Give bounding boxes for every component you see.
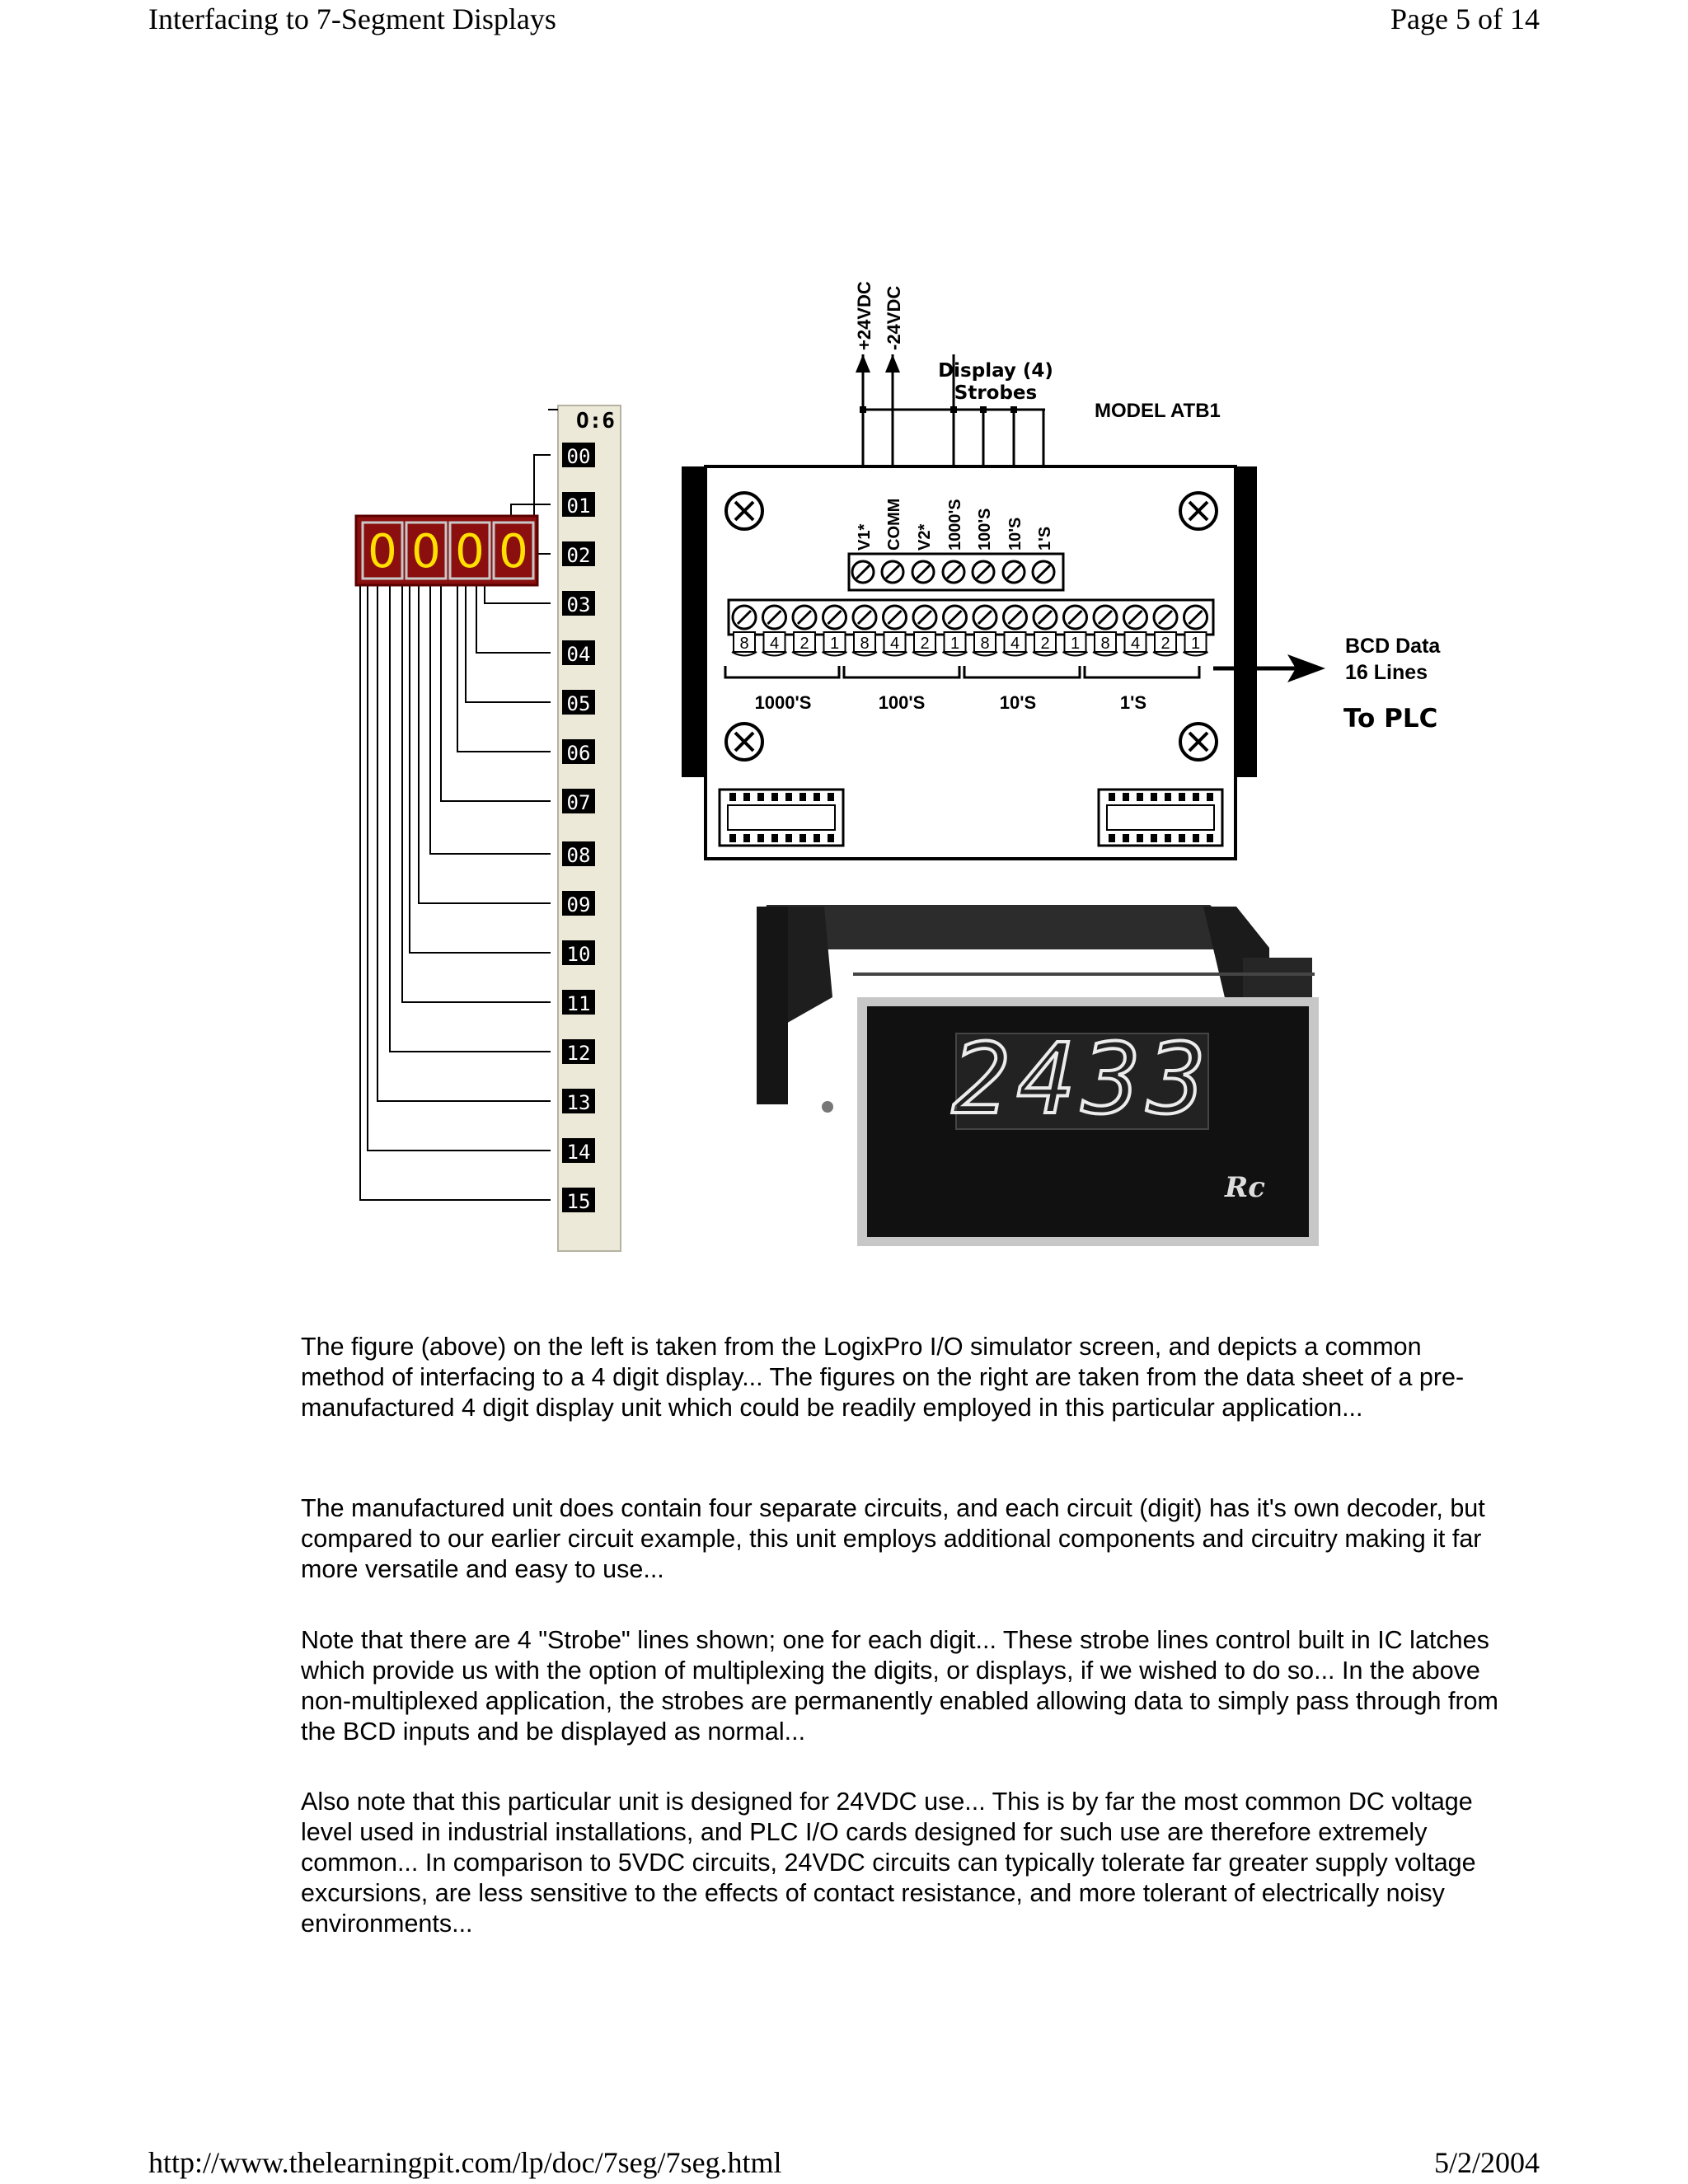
svg-text:0: 0: [455, 525, 485, 579]
bcd-weight: 2: [920, 635, 930, 653]
bit-10[interactable]: [562, 940, 595, 966]
bit-label: 09: [566, 893, 591, 916]
bit-label: 05: [566, 692, 591, 715]
bit-label: 04: [566, 643, 591, 666]
wire: [377, 585, 551, 1101]
arrow-up-icon: [856, 354, 870, 373]
bit-label: 15: [566, 1190, 591, 1213]
svg-text:0: 0: [411, 525, 441, 579]
bcd-weight: 8: [1100, 635, 1110, 653]
bit-label: 02: [566, 544, 591, 567]
wire: [534, 455, 551, 516]
bit-02[interactable]: [562, 541, 595, 567]
bcd-weight: 8: [739, 635, 749, 653]
page-header-number: Page 5 of 14: [1390, 2, 1540, 35]
page-footer-date: 5/2/2004: [1433, 2146, 1540, 2179]
wire: [360, 585, 551, 1200]
bit-label: 06: [566, 742, 591, 765]
bcd-weight: 8: [860, 635, 870, 653]
bit-15[interactable]: [562, 1188, 595, 1213]
terminal-label: V2*: [916, 523, 934, 551]
bit-05[interactable]: [562, 690, 595, 715]
bcd-weight: 1: [1190, 635, 1201, 653]
screw-icon: [1180, 724, 1217, 760]
strobes-label-2: Strobes: [954, 382, 1038, 404]
wire: [476, 585, 551, 653]
bit-label: 00: [566, 445, 591, 468]
bcd-label-2: 16 Lines: [1345, 661, 1428, 684]
bit-12[interactable]: [562, 1039, 595, 1065]
bit-07[interactable]: [562, 789, 595, 814]
wire: [368, 585, 551, 1151]
bit-label: 14: [566, 1141, 591, 1164]
logixpro-figure: [356, 405, 621, 1251]
bcd-weight: 4: [1130, 635, 1141, 653]
to-plc-label: To PLC: [1343, 704, 1438, 733]
page-footer-url: http://www.thelearningpit.com/lp/doc/7seg/7seg.html: [148, 2146, 782, 2179]
bit-11[interactable]: [562, 990, 595, 1015]
terminal-label: 10'S: [1006, 517, 1025, 551]
wire: [430, 585, 551, 854]
paragraph-3: Note that there are 4 "Strobe" lines shown; one for each digit... These strobe lines control built in IC latches which provide us with the option of multiplexing the digits, or displays, if we wished to do so... In the above non-multiplexed application, the strobes are permanently enabled allowing data to simply pass through from the BCD inputs and be displayed as normal...: [301, 1626, 1498, 1746]
bcd-label-1: BCD Data: [1345, 635, 1441, 658]
wire: [485, 585, 551, 603]
power-minus-label: -24VDC: [884, 285, 904, 350]
wire: [511, 504, 551, 516]
display-digit: [494, 523, 533, 579]
svg-text:0: 0: [368, 525, 397, 579]
ic-chip-left: [720, 790, 843, 846]
group-label: 100'S: [878, 692, 926, 713]
strobes-label-1: Display (4): [938, 360, 1053, 382]
bcd-weight: 1: [829, 635, 840, 653]
bcd-weight: 4: [889, 635, 900, 653]
screw-icon: [726, 493, 762, 529]
display-digit: [363, 523, 402, 579]
group-label: 1'S: [1119, 692, 1147, 713]
bit-label: 01: [566, 494, 591, 518]
wire: [419, 585, 551, 903]
terminal: [882, 499, 903, 583]
wiring-diagram: [682, 281, 1441, 859]
terminal-label: COMM: [885, 498, 903, 551]
wire: [457, 585, 551, 752]
terminal-label: V1*: [856, 523, 874, 551]
paragraph-4: Also note that this particular unit is designed for 24VDC use... This is by far the most common DC voltage level used in industrial installations, and PLC I/O cards designed for such use are therefore extremely common... In comparison to 5VDC circuits, 24VDC circuits can typically tolerate far greater supply voltage excursions, are less sensitive to the effects of contact resistance, and more tolerant of electrically noisy environments...: [301, 1788, 1476, 1938]
terminal: [973, 509, 994, 583]
output-label: O:6: [576, 409, 615, 434]
paragraph-1: The figure (above) on the left is taken from the LogixPro I/O simulator screen, and depicts a common method of interfacing to a 4 digit display... The figures on the right are taken from the data sheet of a pre-manufactured 4 digit display unit which could be readily employed in this particular application...: [301, 1333, 1465, 1422]
bit-label: 08: [566, 844, 591, 867]
page-header-title: Interfacing to 7-Segment Displays: [148, 2, 556, 35]
led-reading: 2433: [951, 1022, 1213, 1136]
bit-label: 12: [566, 1042, 591, 1065]
bit-label: 03: [566, 593, 591, 616]
display-digit: [406, 523, 446, 579]
bit-label: 10: [566, 943, 591, 966]
bcd-weight: 4: [1010, 635, 1020, 653]
bcd-weight: 1: [950, 635, 960, 653]
wire: [390, 585, 551, 1052]
brand-logo: Rc: [1225, 1171, 1265, 1204]
screw-icon: [726, 724, 762, 760]
ic-chip-right: [1099, 790, 1222, 846]
display-digit: [450, 523, 490, 579]
bit-01[interactable]: [562, 492, 595, 518]
bit-14[interactable]: [562, 1138, 595, 1164]
model-label: MODEL ATB1: [1095, 400, 1221, 422]
terminal: [943, 499, 964, 583]
svg-text:0: 0: [499, 525, 528, 579]
bit-00[interactable]: [562, 443, 595, 468]
bcd-weight: 8: [980, 635, 990, 653]
group-label: 10'S: [999, 692, 1037, 713]
bit-09[interactable]: [562, 891, 595, 916]
display-unit-photo: [757, 905, 1319, 1246]
terminal-label: 1000'S: [946, 499, 964, 551]
bit-label: 13: [566, 1091, 591, 1114]
bcd-weight: 4: [769, 635, 780, 653]
bit-06[interactable]: [562, 739, 595, 765]
bcd-weight: 1: [1070, 635, 1081, 653]
bit-04[interactable]: [562, 640, 595, 666]
bit-08[interactable]: [562, 841, 595, 867]
group-label: 1000'S: [754, 692, 812, 713]
bit-label: 07: [566, 791, 591, 814]
terminal: [1003, 518, 1025, 583]
paragraph-2: The manufactured unit does contain four separate circuits, and each circuit (digit) has it's own decoder, but compared to our earlier circuit example, this unit employs additional components and circuitry making it far more versatile and easy to use...: [301, 1494, 1485, 1583]
bit-03[interactable]: [562, 591, 595, 616]
screw-icon: [1180, 493, 1217, 529]
arrow-up-icon: [885, 354, 900, 373]
bcd-weight: 2: [1040, 635, 1050, 653]
power-plus-label: +24VDC: [854, 281, 874, 350]
terminal-label: 1'S: [1036, 526, 1054, 551]
output-panel: [558, 405, 621, 1251]
bit-label: 11: [566, 992, 591, 1015]
bit-13[interactable]: [562, 1089, 595, 1114]
bcd-weight: 2: [1160, 635, 1170, 653]
terminal-label: 100'S: [976, 508, 994, 551]
bcd-weight: 2: [799, 635, 809, 653]
